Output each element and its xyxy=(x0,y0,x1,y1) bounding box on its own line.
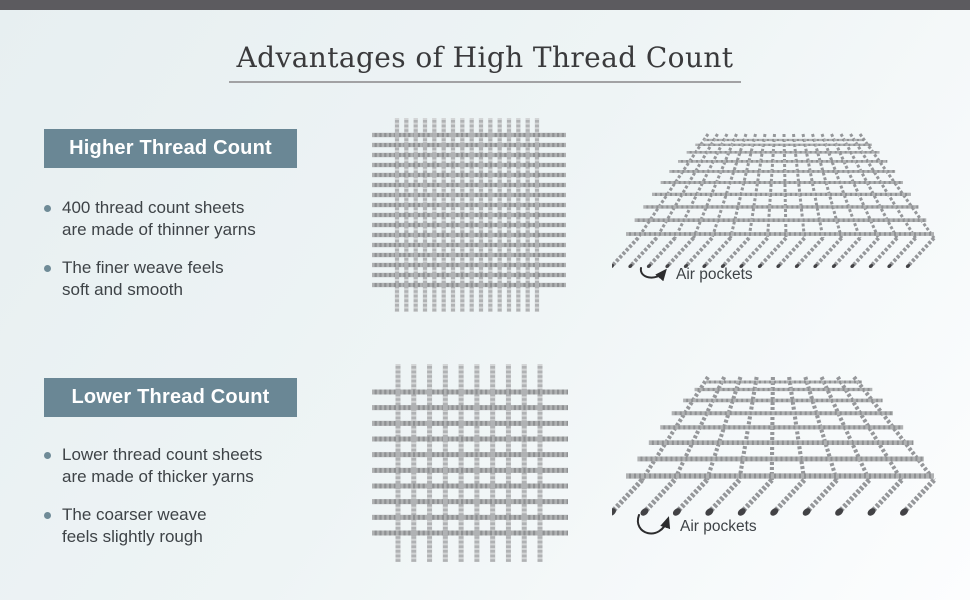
yarn-thread xyxy=(694,134,737,238)
bullet-text xyxy=(62,444,262,488)
list-item xyxy=(44,257,334,301)
section-header-higher-thread-count: Higher Thread Count xyxy=(44,129,297,168)
yarn-thread xyxy=(872,480,902,512)
bullet-dot xyxy=(44,512,51,519)
air-pockets-callout-lower xyxy=(634,511,757,542)
bullet-text xyxy=(62,504,207,548)
list-item xyxy=(44,504,334,548)
bullet-dot xyxy=(44,205,51,212)
yarn-thread xyxy=(794,134,805,238)
yarn-thread xyxy=(774,480,804,512)
yarn-thread xyxy=(731,134,756,238)
yarn-thread xyxy=(784,134,786,238)
bullet-text xyxy=(62,257,224,301)
bullet-text-line: Lower thread count sheets xyxy=(62,445,263,464)
dense-weave-perspective-illustration xyxy=(612,130,948,276)
dense-weave-flat-illustration xyxy=(365,110,573,318)
yarn-thread xyxy=(851,134,916,238)
loose-weave-perspective-illustration xyxy=(612,374,948,522)
yarn-thread xyxy=(638,134,708,238)
yarn-thread xyxy=(841,134,897,238)
yarn-thread xyxy=(807,480,837,512)
page-title: Advantages of High Thread Count xyxy=(229,40,742,83)
title-area xyxy=(0,40,970,83)
bullet-text-line: 400 thread count sheets xyxy=(62,198,245,217)
yarn-thread xyxy=(803,134,823,238)
bullet-list-higher xyxy=(44,197,334,317)
yarn-thread xyxy=(742,480,772,512)
curved-arrow-icon xyxy=(638,265,670,284)
bullet-dot xyxy=(44,265,51,272)
bullet-dot xyxy=(44,452,51,459)
yarn-thread xyxy=(612,238,638,266)
bullet-text-line: feels slightly rough xyxy=(62,527,203,546)
curved-arrow-icon xyxy=(634,511,674,542)
yarn-thread xyxy=(677,480,707,512)
list-item xyxy=(44,444,334,488)
list-item xyxy=(44,197,334,241)
bullet-list-lower xyxy=(44,444,334,564)
yarn-thread xyxy=(644,480,674,512)
bullet-text-line: soft and smooth xyxy=(62,280,183,299)
air-pockets-label: Air pockets xyxy=(680,517,757,535)
top-accent-bar xyxy=(0,0,970,10)
loose-weave-flat-illustration xyxy=(365,358,573,566)
yarn-thread xyxy=(709,480,739,512)
yarn-thread xyxy=(657,134,718,238)
bullet-text-line: are made of thicker yarns xyxy=(62,467,254,486)
bullet-text-line: are made of thinner yarns xyxy=(62,220,256,239)
bullet-text xyxy=(62,197,256,241)
section-header-lower-thread-count: Lower Thread Count xyxy=(44,378,297,417)
yarn-thread xyxy=(768,134,775,238)
bullet-text-line: The finer weave feels xyxy=(62,258,224,277)
yarn-thread xyxy=(612,480,642,512)
air-pockets-callout-higher xyxy=(638,265,753,284)
yarn-thread xyxy=(904,480,934,512)
bullet-text-line: The coarser weave xyxy=(62,505,207,524)
air-pockets-label: Air pockets xyxy=(676,265,753,283)
yarn-thread xyxy=(839,480,869,512)
